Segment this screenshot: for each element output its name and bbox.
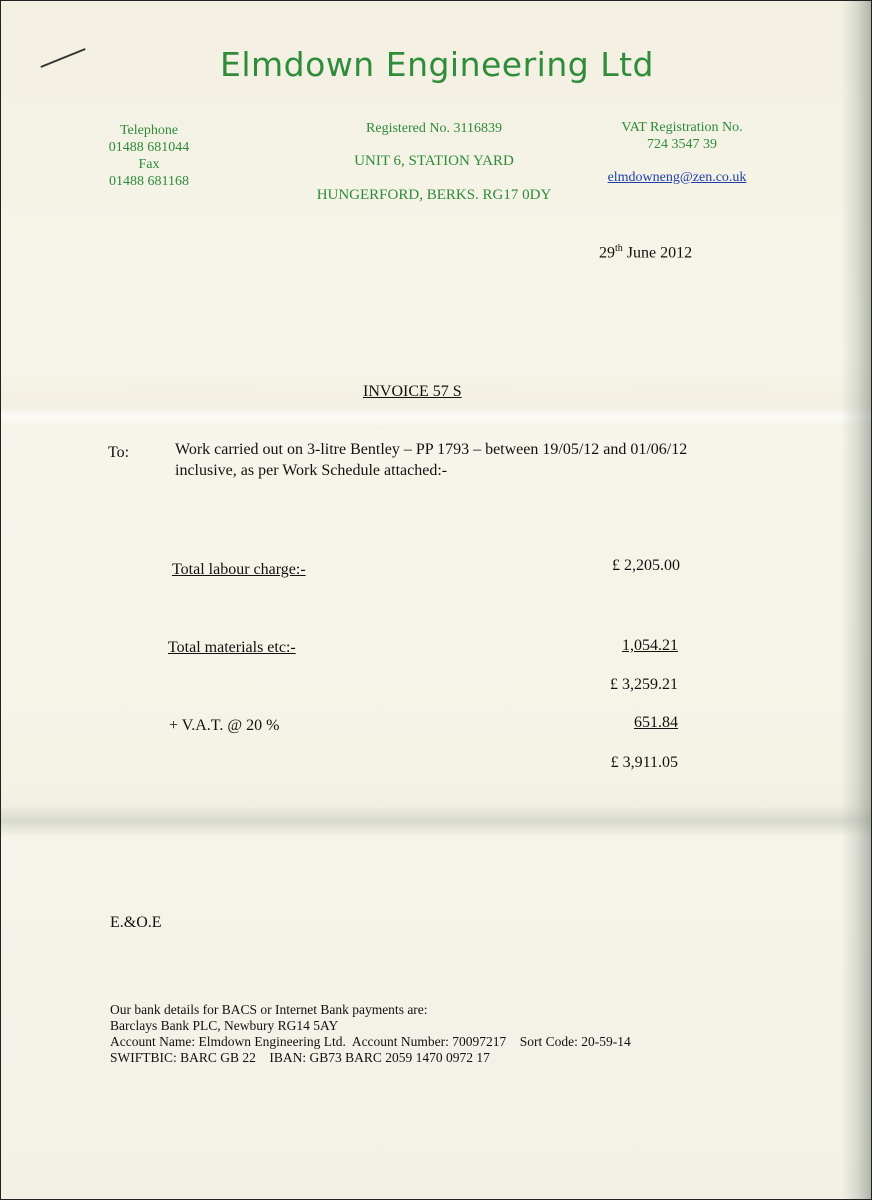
telephone-number: 01488 681044 <box>108 140 190 155</box>
paper-fold <box>1 406 871 428</box>
labour-charge-value: £ 2,205.00 <box>612 557 680 574</box>
bank-intro: Our bank details for BACS or Internet Bank payments are: <box>110 1002 428 1017</box>
telephone-block <box>101 122 197 190</box>
materials-label: Total materials etc:- <box>168 639 296 656</box>
bank-name: Barclays Bank PLC, Newbury RG14 5AY <box>110 1018 339 1033</box>
to-label: To: <box>108 444 130 461</box>
vat-value: 651.84 <box>634 714 678 731</box>
vat-rate-label: + V.A.T. @ 20 % <box>169 717 280 734</box>
labour-charge-label: Total labour charge:- <box>172 561 306 578</box>
fax-number: 01488 681168 <box>109 174 189 189</box>
vat-block <box>601 119 763 153</box>
address-line-1: UNIT 6, STATION YARD <box>354 153 514 169</box>
paper-fold <box>1 806 871 836</box>
date-day: 29 <box>599 244 615 262</box>
invoice-date <box>599 243 692 262</box>
telephone-label: Telephone <box>119 123 179 138</box>
date-rest: June 2012 <box>622 244 693 262</box>
work-description-line-2: inclusive, as per Work Schedule attached:- <box>175 462 448 479</box>
materials-value: 1,054.21 <box>622 637 678 654</box>
total-value: £ 3,911.05 <box>610 754 678 771</box>
vat-label: VAT Registration No. <box>621 120 743 135</box>
company-logo-text: Elmdown Engineering Ltd <box>220 45 654 84</box>
date-suffix: th <box>615 243 623 254</box>
invoice-title: INVOICE 57 S <box>363 383 462 400</box>
work-description-line-1: Work carried out on 3-litre Bentley – PP 1793 – between 19/05/12 and 01/06/12 <box>175 441 688 458</box>
swift-iban-line: SWIFTBIC: BARC GB 22 IBAN: GB73 BARC 2059 1470 0972 17 <box>110 1050 490 1065</box>
eoe-note: E.&O.E <box>110 914 162 931</box>
bank-details <box>110 1002 631 1066</box>
scan-edge-shadow <box>841 1 871 1199</box>
address-line-2: HUNGERFORD, BERKS. RG17 0DY <box>316 187 552 203</box>
account-line: Account Name: Elmdown Engineering Ltd. Account Number: 70097217 Sort Code: 20-59-14 <box>110 1034 631 1049</box>
registered-number: Registered No. 3116839 <box>366 121 502 136</box>
fax-label: Fax <box>138 157 160 172</box>
subtotal-value: £ 3,259.21 <box>610 676 678 693</box>
email-link[interactable]: elmdowneng@zen.co.uk <box>607 170 747 185</box>
vat-number: 724 3547 39 <box>647 137 717 152</box>
